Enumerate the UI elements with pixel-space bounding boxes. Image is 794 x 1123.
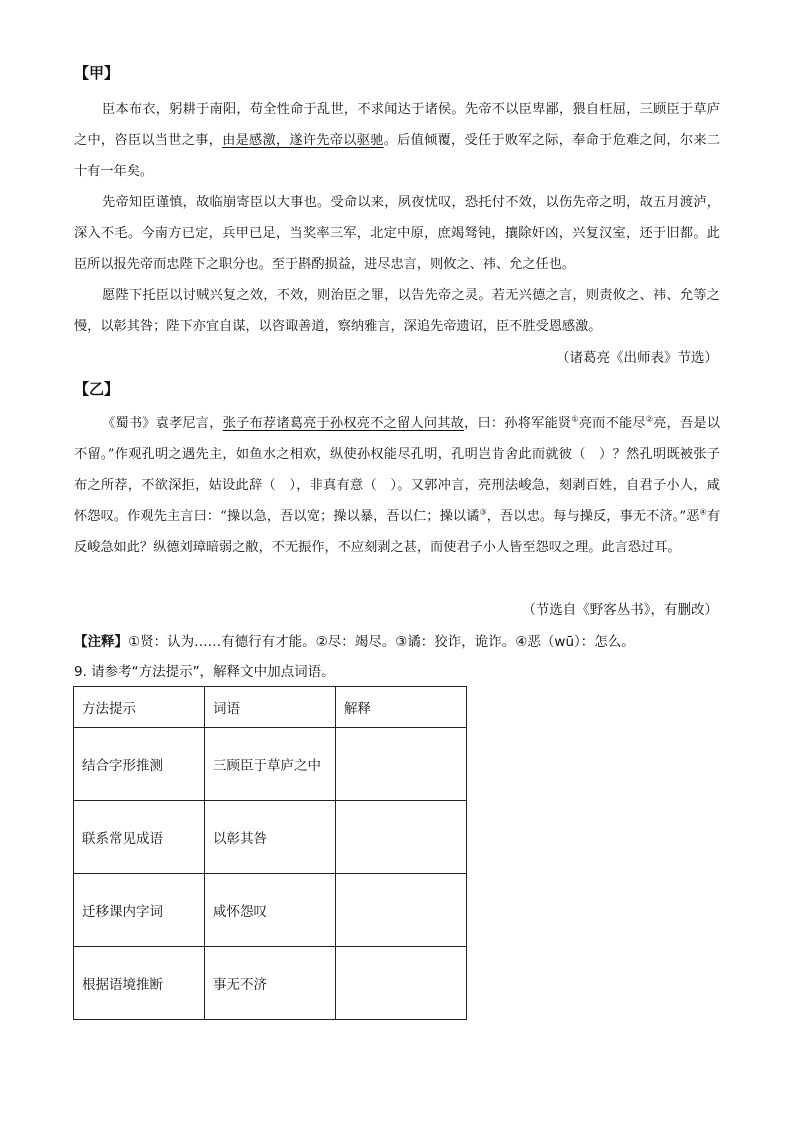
note-marker-1: ① [571, 414, 579, 424]
answer-cell[interactable] [336, 801, 467, 874]
note-marker-3: ③ [479, 507, 487, 517]
table-header-cell: 词语 [205, 687, 336, 728]
method-cell: 结合字形推测 [74, 728, 205, 801]
word-cell: 以彰其咎 [205, 801, 336, 874]
table-header-cell: 方法提示 [74, 687, 205, 728]
yi-text-b: ，曰：孙将军能贤 [464, 416, 572, 431]
jia-p1-text-b: 。后值倾覆，受任于败军之际，奉命于危难之间，尔来二十有一年矣。 [74, 133, 721, 179]
yi-source: （节选自《野客丛书》，有删改） [522, 602, 718, 618]
yi-paragraph [74, 408, 720, 563]
note-label: 【注释】 [74, 634, 128, 650]
table-row [74, 874, 467, 947]
word-cell: 咸怀怨叹 [205, 874, 336, 947]
table-header-cell: 解释 [336, 687, 467, 728]
yi-text-a: 《蜀书》袁孝尼言， [102, 416, 223, 431]
answer-table [73, 686, 467, 1020]
note-marker-2: ② [645, 414, 654, 424]
table-row [74, 728, 467, 801]
method-cell: 联系常见成语 [74, 801, 205, 874]
answer-cell[interactable] [336, 728, 467, 801]
method-cell: 迁移课内字词 [74, 874, 205, 947]
table-row [74, 801, 467, 874]
note-marker-4: ④ [699, 507, 707, 517]
word-cell: 事无不济 [205, 947, 336, 1020]
answer-cell[interactable] [336, 874, 467, 947]
table-row [74, 947, 467, 1020]
yi-text-e: ，吾以忠。每与操反，事无不济。”恶 [486, 509, 700, 524]
question-9: 9. 请参考“方法提示”，解释文中加点词语。 [74, 664, 335, 680]
jia-paragraph-2: 先帝知臣谨慎，故临崩寄臣以大事也。受命以来，夙夜忧叹，恐托付不效，以伤先帝之明，故五月渡泸，深入不毛。今南方已定，兵甲已足，当奖率三军，北定中原，庶竭驽钝，攘除奸凶，兴复汉室，还于旧都。此臣所以报先帝而忠陛下之职分也。至于斟酌损益，进尽忠言，则攸之、祎、允之任也。 [74, 195, 720, 272]
jia-source: （诸葛亮《出师表》节选） [556, 350, 718, 366]
section-label-jia: 【甲】 [74, 64, 120, 82]
word-cell: 三顾臣于草庐之中 [205, 728, 336, 801]
jia-paragraph-3: 愿陛下托臣以讨贼兴复之效，不效，则治臣之罪，以告先帝之灵。若无兴德之言，则责攸之、祎、允等之慢，以彰其咎；陛下亦宜自谋，以咨诹善道，察纳雅言，深追先帝遗诏，臣不胜受恩感激。 [74, 288, 720, 334]
yi-underlined: 张子布荐诸葛亮于孙权亮不之留人问其故 [222, 416, 465, 431]
note-text: ①贤：认为……有德行有才能。②尽：竭尽。③谲：狡诈，诡诈。④恶（wū）：怎么。 [128, 634, 635, 650]
method-cell: 根据语境推断 [74, 947, 205, 1020]
yi-text-d: 亮，吾是以不留。”作观孔明之遇先主，如鱼水之相欢，纵使孙权能尽孔明，孔明岂肯舍此而就彼（ ）？然孔明既被张子布之所荐，不欲深拒，姑设此辞（ ），非真有意（ ）。又郭冲言，亮刑法峻急，刻剥百姓，自君子小人，咸怀怨叹。作观先主言曰：“操以急，吾以宽；操以暴，吾以仁；操以谲 [74, 416, 721, 524]
annotation-notes [74, 630, 734, 650]
yi-text-c: 亮而不能尽 [578, 416, 646, 431]
jia-p1-text-a: 臣本布衣，躬耕于南阳，苟全性命于乱世，不求闻达于诸侯。先帝不以臣卑鄙，猥自枉屈，三顾臣于草庐之中，咨臣以当世之事， [74, 102, 720, 148]
table-header-row [74, 687, 467, 728]
jia-paragraph-1 [74, 94, 720, 187]
section-label-yi: 【乙】 [74, 380, 120, 398]
jia-p1-underlined: 由是感激，遂许先帝以驱驰 [222, 133, 384, 148]
yi-text-f: 有反峻急如此？纵德刘璋暗弱之敝，不无振作，不应刻剥之甚，而使君子小人皆至怨叹之理。此言恐过耳。 [74, 509, 721, 555]
answer-cell[interactable] [336, 947, 467, 1020]
